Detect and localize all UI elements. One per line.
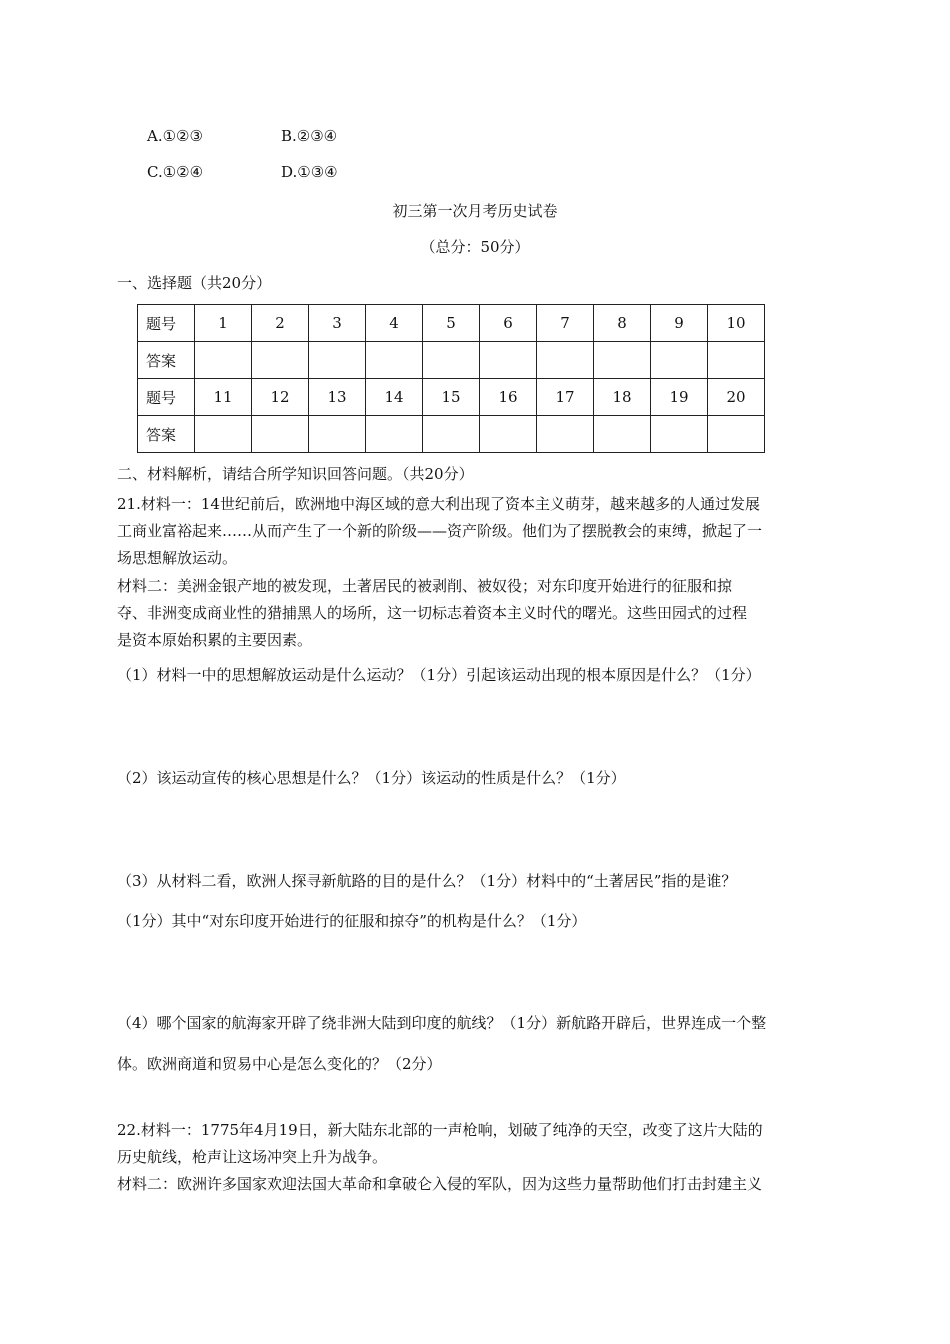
question-number: 18 xyxy=(594,379,651,416)
option-c: C.①②④ xyxy=(147,163,204,181)
answer-cell[interactable] xyxy=(366,416,423,453)
answer-cell[interactable] xyxy=(309,416,366,453)
question-number: 6 xyxy=(480,305,537,342)
exam-total: （总分：50分） xyxy=(420,238,530,256)
question-number: 4 xyxy=(366,305,423,342)
question-number: 3 xyxy=(309,305,366,342)
question-number: 20 xyxy=(708,379,765,416)
question-number: 1 xyxy=(195,305,252,342)
question-number: 9 xyxy=(651,305,708,342)
answer-cell[interactable] xyxy=(252,342,309,379)
answer-cell[interactable] xyxy=(651,416,708,453)
answer-cell[interactable] xyxy=(537,416,594,453)
q22-material1-line2: 历史航线，枪声让这场冲突上升为战争。 xyxy=(117,1148,388,1166)
q21-sub4-line1: （4）哪个国家的航海家开辟了绕非洲大陆到印度的航线？（1分）新航路开辟后，世界连成一个整 xyxy=(117,1014,767,1032)
question-number: 17 xyxy=(537,379,594,416)
answer-cell[interactable] xyxy=(480,342,537,379)
exam-title: 初三第一次月考历史试卷 xyxy=(392,202,558,220)
table-row xyxy=(138,342,765,379)
q21-sub3-line2: （1分）其中“对东印度开始进行的征服和掠夺”的机构是什么？（1分） xyxy=(117,912,587,930)
answer-cell[interactable] xyxy=(252,416,309,453)
option-d: D.①③④ xyxy=(281,163,338,181)
q22-material1-line1: 22.材料一：1775年4月19日，新大陆东北部的一声枪响，划破了纯净的天空，改变了这片大陆的 xyxy=(117,1121,763,1139)
q21-sub3-line1: （3）从材料二看，欧洲人探寻新航路的目的是什么？（1分）材料中的“土著居民”指的是谁？ xyxy=(117,872,737,890)
q21-material2-line1: 材料二：美洲金银产地的被发现，土著居民的被剥削、被奴役；对东印度开始进行的征服和掠 xyxy=(117,577,733,595)
row-label: 题号 xyxy=(138,305,195,342)
answer-cell[interactable] xyxy=(366,342,423,379)
q21-sub1: （1）材料一中的思想解放运动是什么运动？（1分）引起该运动出现的根本原因是什么？（1分） xyxy=(117,666,761,684)
answer-table xyxy=(137,304,765,453)
q21-material1-line3: 场思想解放运动。 xyxy=(117,549,238,567)
answer-cell[interactable] xyxy=(309,342,366,379)
answer-cell[interactable] xyxy=(480,416,537,453)
table-row xyxy=(138,416,765,453)
q21-material2-line2: 夺、非洲变成商业性的猎捕黑人的场所，这一切标志着资本主义时代的曙光。这些田园式的过程 xyxy=(117,604,748,622)
row-label: 题号 xyxy=(138,379,195,416)
answer-cell[interactable] xyxy=(651,342,708,379)
answer-cell[interactable] xyxy=(195,416,252,453)
q21-sub4-line2: 体。欧洲商道和贸易中心是怎么变化的？（2分） xyxy=(117,1055,442,1073)
option-a: A.①②③ xyxy=(147,127,203,145)
row-label: 答案 xyxy=(138,342,195,379)
answer-cell[interactable] xyxy=(423,416,480,453)
question-number: 2 xyxy=(252,305,309,342)
question-number: 13 xyxy=(309,379,366,416)
q21-material1-line1: 21.材料一：14世纪前后，欧洲地中海区域的意大利出现了资本主义萌芽，越来越多的人通过发展 xyxy=(117,495,760,513)
question-number: 14 xyxy=(366,379,423,416)
answer-cell[interactable] xyxy=(195,342,252,379)
option-b: B.②③④ xyxy=(281,127,338,145)
answer-cell[interactable] xyxy=(708,342,765,379)
answer-cell[interactable] xyxy=(423,342,480,379)
q21-material1-line2: 工商业富裕起来……从而产生了一个新的阶级——资产阶级。他们为了摆脱教会的束缚，掀起了一 xyxy=(117,522,763,540)
question-number: 7 xyxy=(537,305,594,342)
table-row xyxy=(138,379,765,416)
answer-cell[interactable] xyxy=(708,416,765,453)
section1-heading: 一、选择题（共20分） xyxy=(117,274,272,292)
question-number: 16 xyxy=(480,379,537,416)
row-label: 答案 xyxy=(138,416,195,453)
q22-material2-line1: 材料二：欧洲许多国家欢迎法国大革命和拿破仑入侵的军队，因为这些力量帮助他们打击封建主义 xyxy=(117,1175,763,1193)
question-number: 15 xyxy=(423,379,480,416)
question-number: 12 xyxy=(252,379,309,416)
section2-heading: 二、材料解析，请结合所学知识回答问题。（共20分） xyxy=(117,465,474,483)
q21-sub2: （2）该运动宣传的核心思想是什么？（1分）该运动的性质是什么？（1分） xyxy=(117,769,626,787)
answer-cell[interactable] xyxy=(537,342,594,379)
table-row xyxy=(138,305,765,342)
answer-cell[interactable] xyxy=(594,416,651,453)
question-number: 11 xyxy=(195,379,252,416)
question-number: 10 xyxy=(708,305,765,342)
question-number: 5 xyxy=(423,305,480,342)
answer-cell[interactable] xyxy=(594,342,651,379)
question-number: 8 xyxy=(594,305,651,342)
q21-material2-line3: 是资本原始积累的主要因素。 xyxy=(117,631,313,649)
question-number: 19 xyxy=(651,379,708,416)
